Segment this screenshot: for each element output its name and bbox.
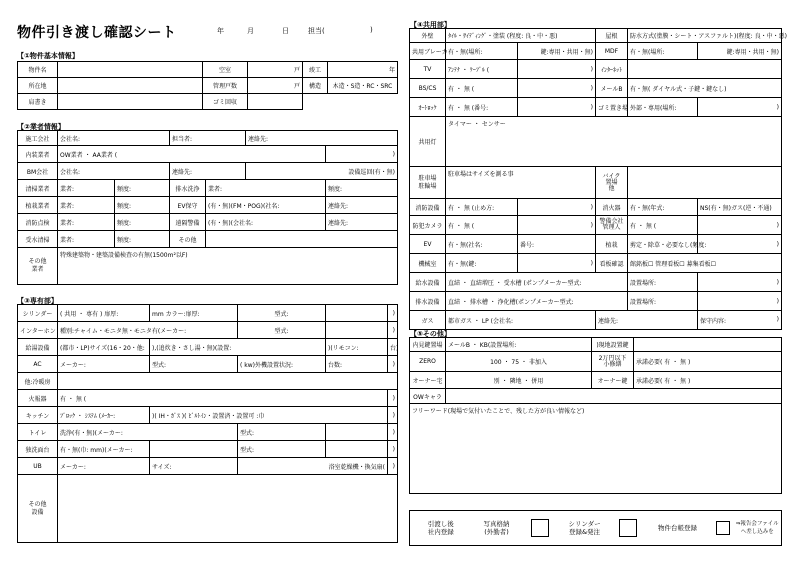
- field-gomi[interactable]: [248, 94, 303, 110]
- label-sonota: その他: [170, 231, 206, 248]
- label-shoukaki: 消火器: [596, 199, 628, 216]
- field-shoukaki[interactable]: 有・無(年式:: [628, 199, 698, 216]
- field-interphone[interactable]: 種別:チャイム・モニタ無・モニタ有(メーカー:: [58, 322, 238, 339]
- field-bukkenmei[interactable]: [58, 62, 203, 78]
- section-5-heading: 【⑤その他】: [410, 330, 451, 338]
- field-kouko[interactable]: 年: [328, 62, 398, 78]
- field-jusui-hindo[interactable]: 頻度:: [115, 231, 170, 248]
- field-sonota[interactable]: [206, 231, 398, 248]
- field-shozaichi[interactable]: [58, 78, 203, 94]
- kahou-close: ): [388, 390, 398, 407]
- label-naisou: 内装業者: [18, 146, 58, 163]
- field-gaiheki[interactable]: ﾀｲﾙ・ｻｲﾃﾞｨﾝｸﾞ・塗装 (程度: 良・中・悪): [446, 29, 596, 43]
- field-gomi[interactable]: 外部・専用(場所:: [628, 98, 698, 117]
- label-reibou: 他:冷暖房: [18, 373, 58, 390]
- field-breaker[interactable]: 有・無(場所:: [446, 43, 518, 60]
- field-sonota-note[interactable]: 特殊建築物・建築設備検査の有無(1500m²以F): [58, 248, 398, 285]
- field-keibi[interactable]: 有 ・ 無 (: [628, 216, 698, 235]
- label-yagaki: 肩書き: [18, 94, 58, 110]
- header-month: 月: [247, 27, 254, 35]
- label-camera: 防犯カメラ: [410, 216, 446, 235]
- label-mail: メールB: [596, 79, 628, 98]
- field-ac-maker[interactable]: メーカー:: [58, 356, 150, 373]
- label-kyuto: 給湯設備: [18, 339, 58, 356]
- label-ika: 2万円以下 小修繕: [592, 352, 634, 372]
- label-kanban: 看板確認: [596, 254, 628, 273]
- field-cylinder-katashiki[interactable]: 型式:: [238, 305, 326, 322]
- field-reibou[interactable]: [58, 373, 398, 390]
- label-enkaku: 遠隔警備: [170, 214, 206, 231]
- label-tv: TV: [410, 60, 446, 79]
- toilet-close: ): [388, 424, 398, 441]
- bscs-close: ): [518, 79, 596, 98]
- shoubou-close: ): [518, 199, 596, 216]
- label-ownerkey: オーナー鍵: [592, 372, 634, 389]
- checkbox-cylinder[interactable]: [612, 511, 644, 546]
- kyusui-close: ): [698, 273, 782, 292]
- field-cylinder-mm[interactable]: mm カラー:扉厚:: [150, 305, 238, 322]
- field-ev-renraku[interactable]: 連絡先:: [326, 197, 398, 214]
- field-bm-junkai[interactable]: 設備巡回(有・無): [246, 163, 398, 180]
- field-kyuto[interactable]: (都市・LP)サイズ(16・20・他:: [58, 339, 150, 356]
- label-gomi: ゴミ置き場: [596, 98, 628, 117]
- checkbox-photo-box[interactable]: [531, 519, 549, 537]
- field-kikai[interactable]: 有・無(鍵:: [446, 254, 518, 273]
- field-bm-renraku[interactable]: 連絡先:: [170, 163, 246, 180]
- section-4-table: [409, 28, 787, 330]
- field-cylinder[interactable]: ( 共用 ・ 専有 ) 扉厚:: [58, 305, 150, 322]
- label-sonota-setsubi: その他 設備: [18, 475, 58, 543]
- field-ownerkey[interactable]: 承諾必要( 有 ・ 無 ): [634, 372, 782, 389]
- field-mdf[interactable]: 有・無(場所:: [628, 43, 698, 60]
- label-okujou: 屋根: [596, 29, 628, 43]
- field-seisou-hindo[interactable]: 頻度:: [115, 180, 170, 197]
- field-bm-company[interactable]: 会社名:: [58, 163, 170, 180]
- checkbox-daichou[interactable]: [712, 511, 734, 546]
- field-haisui-gyousha[interactable]: 業者:: [206, 180, 326, 197]
- field-kyuto-dai: 台): [388, 339, 398, 356]
- senmen-close: ): [388, 441, 398, 458]
- label-seisou: 清掃業者: [18, 180, 58, 197]
- field-zero[interactable]: 100 ・ 75 ・ 非加入: [446, 352, 592, 372]
- field-haisui-hindo[interactable]: 頻度:: [326, 180, 398, 197]
- label-bscs: BS/CS: [410, 79, 446, 98]
- section-3-table: [17, 304, 398, 543]
- checkbox-daichou-box[interactable]: [716, 521, 730, 535]
- label-haisui: 排水設備: [410, 292, 446, 311]
- header-tantou-close: ): [370, 26, 373, 34]
- kikai-close: ): [518, 254, 596, 273]
- field-kyuto-2[interactable]: ),(追炊き・さし湯・無)(設置:: [150, 339, 326, 356]
- label-cylinder: シリンダー: [18, 305, 58, 322]
- shokusai-close: ): [698, 235, 782, 254]
- field-kanri[interactable]: 戸: [248, 78, 303, 94]
- label-bm: BM会社: [18, 163, 58, 180]
- field-mdf-kagi[interactable]: 鍵:専用・共用・無): [698, 43, 782, 60]
- field-shokuju-hindo[interactable]: 頻度:: [115, 197, 170, 214]
- gas-hoshou-label: 保守内容:: [700, 317, 727, 325]
- senmen-mm: mm)(メーカー:: [90, 446, 133, 454]
- field-haisui[interactable]: 直結 ・ 排水槽 ・ 浄化槽(ポンプメーカー型式:: [446, 292, 628, 311]
- field-ac-kw[interactable]: [238, 356, 326, 373]
- field-kyusui[interactable]: 直結 ・ 直結増圧 ・ 受水槽 (ポンプメーカー型式:: [446, 273, 628, 292]
- field-camera[interactable]: 有 ・ 無 (: [446, 216, 518, 235]
- label-kyusui: 給水設備: [410, 273, 446, 292]
- section-1-table: [17, 61, 398, 110]
- keibi-close: ): [698, 216, 782, 235]
- naisou-close: ): [326, 146, 398, 163]
- label-senmen: 独洗面台: [18, 441, 58, 458]
- section-2-heading: 【②業者情報】: [17, 123, 65, 131]
- field-senmen-katashiki[interactable]: 型式:: [238, 441, 326, 458]
- kitchen-close: ): [388, 407, 398, 424]
- label-gomi: ゴミ回収: [203, 94, 248, 110]
- checkbox-cylinder-box[interactable]: [619, 519, 637, 537]
- field-key[interactable]: メールB ・ KB(設置場所:: [446, 338, 592, 352]
- field-shoubou[interactable]: 有 ・ 無 (止め方:: [446, 199, 518, 216]
- label-owchara: OWキャラ: [410, 389, 446, 404]
- bottom-label-1: 引渡し後 社内登録: [427, 520, 454, 536]
- header-day: 日: [282, 27, 289, 35]
- field-shokuju-gyousha[interactable]: 業者:: [58, 197, 115, 214]
- field-sekou-tantou[interactable]: 担当者:: [170, 131, 246, 146]
- gomi-close: ): [698, 98, 782, 117]
- field-ev[interactable]: 有・無(社名:: [446, 235, 518, 254]
- field-akishitsu[interactable]: 戸: [248, 62, 303, 78]
- label-kikai: 機械室: [410, 254, 446, 273]
- label-ev: EV保守: [170, 197, 206, 214]
- label-ub: UB: [18, 458, 58, 475]
- label-kahou: 火報器: [18, 390, 58, 407]
- field-autolock[interactable]: 有 ・ 無 (番号:: [446, 98, 518, 117]
- autolock-close: ): [518, 98, 596, 117]
- field-toilet-katashiki[interactable]: 型式:: [238, 424, 326, 441]
- bottom-label-5: ⇒報告会ファイル へ差し込みを: [735, 521, 779, 535]
- label-autolock: ｵｰﾄﾛｯｸ: [410, 98, 446, 117]
- field-kyuto-rimocon[interactable]: )(リモコン:: [326, 339, 388, 356]
- field-seisou-gyousha[interactable]: 業者:: [58, 180, 115, 197]
- field-shoubou-hindo[interactable]: 頻度:: [115, 214, 170, 231]
- field-interphone-katashiki[interactable]: 型式:: [238, 322, 326, 339]
- header-tantou: 担当(: [308, 27, 325, 35]
- field-ika[interactable]: 承諾必要( 有 ・ 無 ): [634, 352, 782, 372]
- field-jusui-gyousha[interactable]: 業者:: [58, 231, 115, 248]
- field-kanban[interactable]: 館銘板☐ 管理看板☐ 募集看板☐: [628, 254, 782, 273]
- label-jusui: 受水清掃: [18, 231, 58, 248]
- field-sonota-setsubi[interactable]: [58, 475, 398, 543]
- field-owchara[interactable]: [446, 389, 782, 404]
- ac-paren: (: [240, 361, 243, 369]
- field-gas-hoshou[interactable]: [698, 311, 782, 330]
- label-shokuju: 植栽業者: [18, 197, 58, 214]
- header-year: 年: [217, 27, 224, 35]
- label-kitchen: キッチン: [18, 407, 58, 424]
- label-haisui: 排水洗浄: [170, 180, 206, 197]
- cylinder-close: ): [388, 305, 398, 322]
- label-genchi: )現地設置鍵: [592, 338, 634, 352]
- label-shozaichi: 所在地: [18, 78, 58, 94]
- section-4-heading: 【④共用部】: [410, 21, 451, 29]
- label-interphone: インターホン: [18, 322, 58, 339]
- ac-close: ): [388, 356, 398, 373]
- label-zero: ZERO: [410, 352, 446, 372]
- label-breaker: 共用ブレーカ: [410, 43, 446, 60]
- label-internet: ｲﾝﾀｰﾈｯﾄ: [596, 60, 628, 79]
- field-shokusai[interactable]: 剪定・除草・必要なし(頻度:: [628, 235, 698, 254]
- gas-close: ): [776, 315, 779, 323]
- tv-close: ): [518, 60, 596, 79]
- field-senmen[interactable]: [58, 441, 150, 458]
- field-shoukaki-2[interactable]: NS(有・無)ガス(逆・不通): [698, 199, 782, 216]
- section-3-heading: 【③専有部】: [17, 297, 58, 305]
- field-ev-bangou[interactable]: 番号:: [518, 235, 596, 254]
- bottom-label-2: 写真格納 (外勤者): [483, 520, 510, 536]
- haisui-close: ): [698, 292, 782, 311]
- page-title: 物件引き渡し確認シート: [17, 25, 177, 41]
- field-owner[interactable]: 別 ・ 隣地 ・ 併用: [446, 372, 592, 389]
- bottom-label-4: 物件台帳登録: [658, 524, 697, 532]
- label-ac: AC: [18, 356, 58, 373]
- label-ev: EV: [410, 235, 446, 254]
- label-toilet: トイレ: [18, 424, 58, 441]
- label-shoubou: 消防設備: [410, 199, 446, 216]
- field-breaker-kagi[interactable]: 鍵:専用・共用・無): [518, 43, 596, 60]
- label-sonota-gyousha: その他 業者: [18, 248, 58, 285]
- label-chusha: 駐車場 駐輪場: [410, 167, 446, 199]
- senmen-umu: 有・無(巾:: [60, 446, 89, 454]
- label-akishitsu: 空室: [203, 62, 248, 78]
- label-sekou: 施工会社: [18, 131, 58, 146]
- label-shokusai: 植栽: [596, 235, 628, 254]
- label-owner: オーナー宅: [410, 372, 446, 389]
- label-key: 内見鍵置場: [410, 338, 446, 352]
- field-kitchen[interactable]: ﾌﾞﾛｯｸ ・ ｼｽﾃﾑ (ﾒｰｶｰ:: [58, 407, 150, 424]
- label-keibi: 警備会社 管理人: [596, 216, 628, 235]
- field-yagaki[interactable]: [58, 94, 203, 110]
- label-kouzou: 構造: [303, 78, 328, 94]
- field-kouzou[interactable]: 木造・S造・RC・SRC: [328, 78, 398, 94]
- section-2-table: [17, 130, 398, 285]
- interphone-close: ): [388, 322, 398, 339]
- field-sekou-company[interactable]: 会社名:: [58, 131, 170, 146]
- field-toilet[interactable]: 洗浄(有・無)(メーカー:: [58, 424, 238, 441]
- label-kouko: 竣工: [303, 62, 328, 78]
- field-gas-renraku[interactable]: 連絡先:: [596, 311, 698, 330]
- label-kanri: 管理戸数: [203, 78, 248, 94]
- field-tv[interactable]: ｱﾝﾃﾅ ・ ｹｰﾌﾞﾙ (: [446, 60, 518, 79]
- ac-kw-label: kw)外機設置状況:: [244, 361, 294, 369]
- field-sekou-renraku[interactable]: 連絡先:: [246, 131, 398, 146]
- field-enkaku[interactable]: (有・無)(会社名:: [206, 214, 326, 231]
- field-mail[interactable]: 有・無( ダイヤル式・子鍵・鍵なし): [628, 79, 782, 98]
- field-kyusui-basho[interactable]: 設置場所:: [628, 273, 698, 292]
- field-ub-maker[interactable]: メーカー:: [58, 458, 150, 475]
- label-gas: ガス: [410, 311, 446, 330]
- camera-close: ): [518, 216, 596, 235]
- field-free[interactable]: フリーワード(現場で気付いたことで、残した方が良い情報など): [410, 404, 782, 494]
- label-shoubou: 消防点検: [18, 214, 58, 231]
- field-kahou[interactable]: 有 ・ 無 (: [58, 390, 388, 407]
- label-light: 共用灯: [410, 117, 446, 167]
- field-ub-kanso[interactable]: 浴室乾燥機・換気扇(: [238, 458, 388, 475]
- bottom-label-3: シリンダー 登録&発注: [568, 520, 601, 536]
- field-shoubou-gyousha[interactable]: 業者:: [58, 214, 115, 231]
- label-bike: バイク 置場 他: [596, 167, 628, 199]
- field-kitchen-2[interactable]: )( IH・ｶﾞｽ )( ﾋﾞﾙﾄｲﾝ・設置済・設置可 :巾: [150, 407, 388, 424]
- field-ac-katashiki[interactable]: 型式:: [150, 356, 238, 373]
- field-gas[interactable]: 都市ガス ・ LP (会社名:: [446, 311, 596, 330]
- label-mdf: MDF: [596, 43, 628, 60]
- field-okujou[interactable]: 防水方式(塗膜・シート・アスファルト)(程度: 良・中・悪): [628, 29, 782, 43]
- field-haisui-basho[interactable]: 設置場所:: [628, 292, 698, 311]
- ub-close: ): [388, 458, 398, 475]
- field-light[interactable]: タイマー ・ センサー: [446, 117, 782, 167]
- label-bukkenmei: 物件名: [18, 62, 58, 78]
- registration-bar: [409, 510, 782, 546]
- section-1-heading: 【①物件基本情報】: [17, 52, 79, 60]
- field-naisou[interactable]: OW業者 ・ AA業者 (: [58, 146, 326, 163]
- field-ev[interactable]: (有・無)(FM・POG)(社名:: [206, 197, 326, 214]
- field-ac-daisuu[interactable]: 台数:: [326, 356, 388, 373]
- field-chusha[interactable]: 駐車場はサイズを測る事: [446, 167, 596, 199]
- label-gaiheki: 外壁: [410, 29, 446, 43]
- field-enkaku-renraku[interactable]: 連絡先:: [326, 214, 398, 231]
- field-bscs[interactable]: 有 ・ 無 (: [446, 79, 518, 98]
- checkbox-photo[interactable]: [522, 511, 558, 546]
- field-ub-size[interactable]: サイズ:: [150, 458, 238, 475]
- section-5-table: [409, 337, 782, 494]
- field-internet[interactable]: [628, 60, 782, 79]
- field-bike[interactable]: [628, 167, 782, 199]
- field-genchi[interactable]: [634, 338, 782, 352]
